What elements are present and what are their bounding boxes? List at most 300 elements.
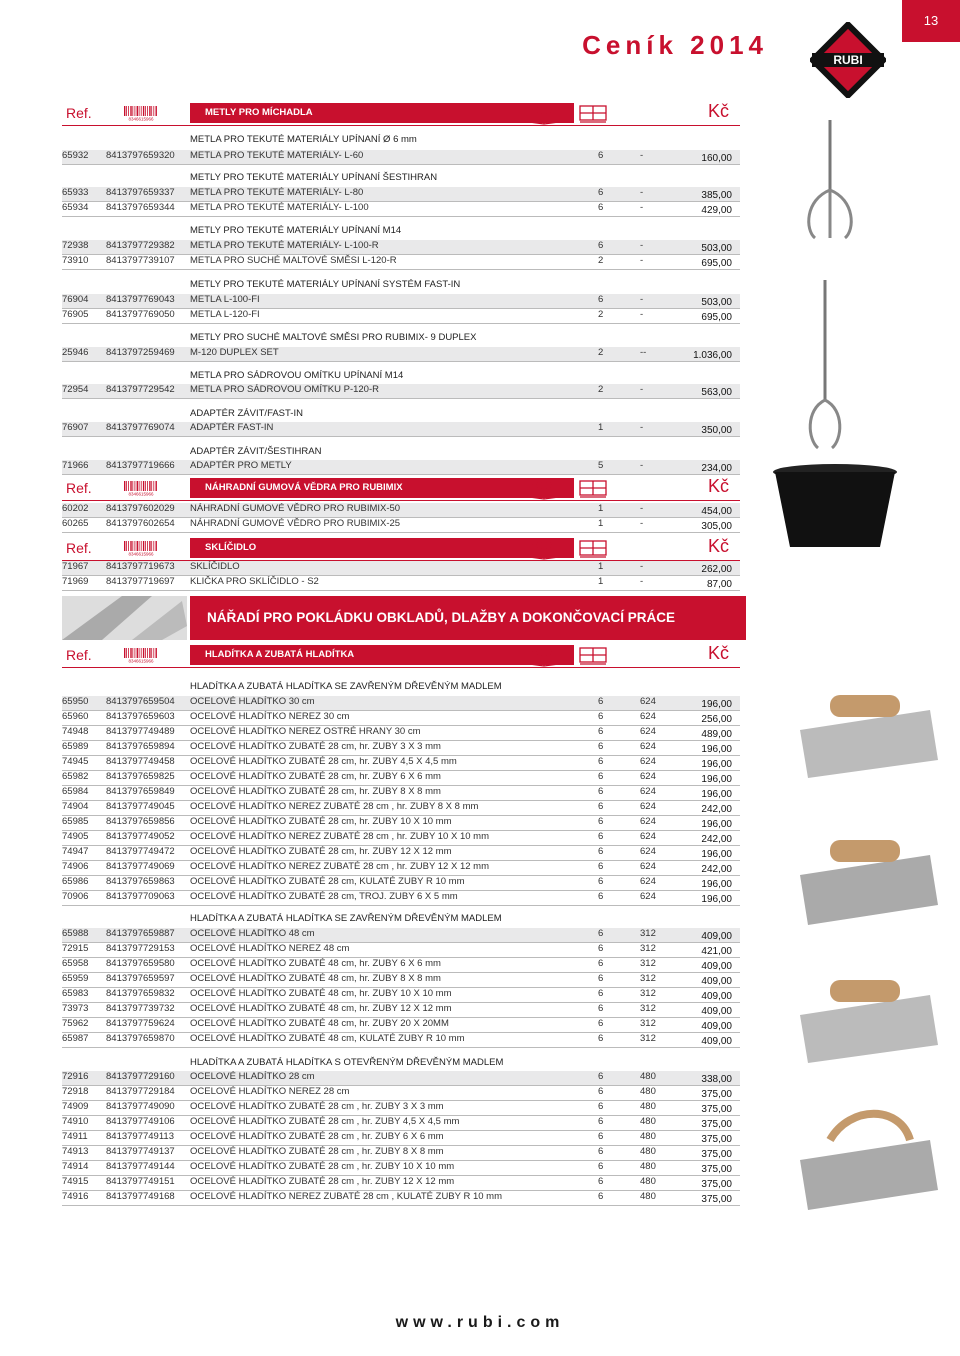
product-name: SKLÍČIDLO — [190, 561, 240, 572]
ref-code: 65989 — [62, 741, 89, 752]
ean-code: 8413797659870 — [106, 1033, 175, 1044]
price: 563,00 — [701, 387, 732, 398]
ref-code: 74948 — [62, 726, 89, 737]
price-row — [62, 696, 740, 711]
ean-code: 8413797769050 — [106, 309, 175, 320]
pallet-qty: 624 — [640, 831, 656, 842]
currency-label: Kč — [708, 101, 730, 121]
svg-text:8346615966: 8346615966 — [128, 116, 154, 121]
price-row — [62, 756, 740, 771]
price: 695,00 — [701, 312, 732, 323]
ean-code: 8413797749106 — [106, 1116, 175, 1127]
pallet-qty: 312 — [640, 928, 656, 939]
price: 262,00 — [701, 564, 732, 575]
ref-code: 74906 — [62, 861, 89, 872]
product-name: NÁHRADNÍ GUMOVÉ VĚDRO PRO RUBIMIX-25 — [190, 518, 401, 529]
ean-code: 8413797729153 — [106, 943, 175, 954]
pack-qty: 6 — [598, 928, 604, 939]
price-row — [62, 1033, 740, 1048]
group-title: METLY PRO TEKUTÉ MATERIÁLY UPÍNANÍ SYSTÉM FAST-IN — [190, 279, 461, 290]
price-row — [62, 741, 740, 756]
ean-code: 8413797769074 — [106, 422, 175, 433]
section-title: HLADÍTKA A ZUBATÁ HLADÍTKA — [190, 645, 574, 665]
ref-code: 74904 — [62, 801, 89, 812]
price: 695,00 — [701, 258, 732, 269]
pack-qty: 6 — [598, 771, 604, 782]
ref-code: 74945 — [62, 756, 89, 767]
price: 375,00 — [701, 1179, 732, 1190]
price-row — [62, 503, 740, 518]
price: 409,00 — [701, 1036, 732, 1047]
pack-qty: 2 — [598, 309, 604, 320]
ean-code: 8413797659504 — [106, 696, 175, 707]
price-row — [62, 1018, 740, 1033]
price: 489,00 — [701, 729, 732, 740]
price-row — [62, 1131, 740, 1146]
ref-code: 65986 — [62, 876, 89, 887]
product-name: OCELOVÉ HLADÍTKO NEREZ ZUBATÉ 28 cm , hr. ZUBY 10 X 10 mm — [190, 831, 489, 842]
price: 338,00 — [701, 1074, 732, 1085]
pallet-qty: 312 — [640, 943, 656, 954]
ean-code: 8413797659856 — [106, 816, 175, 827]
ref-code: 74914 — [62, 1161, 89, 1172]
pallet-qty: - — [640, 518, 644, 529]
product-name: METLA PRO TEKUTÉ MATERIÁLY- L-60 — [190, 150, 364, 161]
product-name: OCELOVÉ HLADÍTKO ZUBATÉ 28 cm , hr. ZUBY 8 X 8 mm — [190, 1146, 444, 1157]
box-icon — [526, 478, 562, 500]
ean-code: 8413797749045 — [106, 801, 175, 812]
mixer-paddle-image — [795, 120, 865, 240]
product-name: M-120 DUPLEX SET — [190, 347, 279, 358]
ref-code: 65958 — [62, 958, 89, 969]
product-name: METLA PRO TEKUTÉ MATERIÁLY- L-100 — [190, 202, 369, 213]
ref-code: 65985 — [62, 816, 89, 827]
product-name: OCELOVÉ HLADÍTKO ZUBATÉ 28 cm, KULATÉ ZUBY R 10 mm — [190, 876, 465, 887]
price: 375,00 — [701, 1089, 732, 1100]
price-row — [62, 187, 740, 202]
price: 375,00 — [701, 1164, 732, 1175]
section-title: METLY PRO MÍCHADLA — [190, 103, 574, 123]
pallet-qty: - — [640, 150, 644, 161]
ref-code: 65933 — [62, 187, 89, 198]
price-row — [62, 846, 740, 861]
product-name: OCELOVÉ HLADÍTKO ZUBATÉ 28 cm, hr. ZUBY 10 X 10 mm — [190, 816, 452, 827]
ref-code: 60265 — [62, 518, 89, 529]
price-row — [62, 255, 740, 270]
pack-qty: 6 — [598, 846, 604, 857]
product-name: OCELOVÉ HLADÍTKO NEREZ ZUBATÉ 28 cm , hr. ZUBY 8 X 8 mm — [190, 801, 479, 812]
product-name: OCELOVÉ HLADÍTKO NEREZ 30 cm — [190, 711, 350, 722]
product-name: OCELOVÉ HLADÍTKO ZUBATÉ 28 cm , hr. ZUBY 10 X 10 mm — [190, 1161, 455, 1172]
section-title: SKLÍČIDLO — [190, 538, 574, 558]
ref-code: 72918 — [62, 1086, 89, 1097]
ean-code: 8413797749052 — [106, 831, 175, 842]
pack-qty: 5 — [598, 460, 604, 471]
product-name: OCELOVÉ HLADÍTKO ZUBATÉ 28 cm, hr. ZUBY 12 X 12 mm — [190, 846, 452, 857]
ref-code: 74909 — [62, 1101, 89, 1112]
ref-code: 72915 — [62, 943, 89, 954]
ean-code: 8413797659603 — [106, 711, 175, 722]
product-name: OCELOVÉ HLADÍTKO NEREZ OSTRÉ HRANY 30 cm — [190, 726, 421, 737]
mixer-paddle-image — [800, 280, 850, 450]
rubi-logo — [810, 22, 886, 98]
product-name: OCELOVÉ HLADÍTKO ZUBATÉ 28 cm , hr. ZUBY 4,5 X 4,5 mm — [190, 1116, 460, 1127]
price-row — [62, 973, 740, 988]
svg-text:RUBI: RUBI — [833, 53, 863, 67]
pack-qty: 6 — [598, 973, 604, 984]
pallet-qty: - — [640, 561, 644, 572]
pallet-qty: 624 — [640, 726, 656, 737]
ref-code: 60202 — [62, 503, 89, 514]
price: 375,00 — [701, 1119, 732, 1130]
pallet-qty: 312 — [640, 973, 656, 984]
ean-code: 8413797749168 — [106, 1191, 175, 1202]
pack-qty: 6 — [598, 1018, 604, 1029]
price-row — [62, 831, 740, 846]
pallet-qty: 480 — [640, 1116, 656, 1127]
group-title: METLY PRO SUCHÉ MALTOVÉ SMĚSI PRO RUBIMIX- 9 DUPLEX — [190, 332, 477, 343]
pack-qty: 6 — [598, 1146, 604, 1157]
pallet-qty: 480 — [640, 1131, 656, 1142]
group-title: METLA PRO TEKUTÉ MATERIÁLY UPÍNANÍ Ø 6 mm — [190, 134, 417, 145]
pack-qty: 1 — [598, 518, 604, 529]
price: 454,00 — [701, 506, 732, 517]
svg-text:8346615966: 8346615966 — [128, 491, 154, 496]
product-name: OCELOVÉ HLADÍTKO 28 cm — [190, 1071, 315, 1082]
ref-code: 74915 — [62, 1176, 89, 1187]
ref-code: 76905 — [62, 309, 89, 320]
price-row — [62, 801, 740, 816]
product-name: OCELOVÉ HLADÍTKO ZUBATÉ 28 cm, hr. ZUBY 8 X 8 mm — [190, 786, 441, 797]
price: 242,00 — [701, 834, 732, 845]
price-row — [62, 786, 740, 801]
pallet-icon — [576, 478, 612, 500]
ean-code: 8413797739107 — [106, 255, 175, 266]
price-row — [62, 518, 740, 533]
ean-code: 8413797659863 — [106, 876, 175, 887]
pack-qty: 6 — [598, 294, 604, 305]
pack-qty: 6 — [598, 756, 604, 767]
product-name: OCELOVÉ HLADÍTKO ZUBATÉ 28 cm , hr. ZUBY 3 X 3 mm — [190, 1101, 444, 1112]
ean-code: 8413797729382 — [106, 240, 175, 251]
ean-code: 8413797719666 — [106, 460, 175, 471]
product-name: OCELOVÉ HLADÍTKO ZUBATÉ 48 cm, KULATÉ ZUBY R 10 mm — [190, 1033, 465, 1044]
price: 409,00 — [701, 931, 732, 942]
ref-code: 65987 — [62, 1033, 89, 1044]
ref-code: 74910 — [62, 1116, 89, 1127]
ean-code: 8413797749069 — [106, 861, 175, 872]
pallet-qty: -- — [640, 347, 647, 358]
box-icon — [526, 645, 562, 667]
pallet-qty: 624 — [640, 771, 656, 782]
product-name: OCELOVÉ HLADÍTKO ZUBATÉ 48 cm, hr. ZUBY 20 X 20MM — [190, 1018, 449, 1029]
price: 256,00 — [701, 714, 732, 725]
price-row — [62, 1071, 740, 1086]
pack-qty: 6 — [598, 988, 604, 999]
group-title: ADAPTÉR ZÁVIT/ŠESTIHRAN — [190, 446, 322, 457]
price: 234,00 — [701, 463, 732, 474]
pallet-qty: 624 — [640, 816, 656, 827]
ean-code: 8413797729542 — [106, 384, 175, 395]
pack-qty: 6 — [598, 1176, 604, 1187]
pallet-qty: - — [640, 240, 644, 251]
ref-code: 71969 — [62, 576, 89, 587]
group-title: METLY PRO TEKUTÉ MATERIÁLY UPÍNANÍ M14 — [190, 225, 402, 236]
ref-code: 65934 — [62, 202, 89, 213]
product-name: KLIČKA PRO SKLÍČIDLO - S2 — [190, 576, 319, 587]
price: 375,00 — [701, 1104, 732, 1115]
pallet-qty: 624 — [640, 861, 656, 872]
price-row — [62, 1086, 740, 1101]
ean-code: 8413797659887 — [106, 928, 175, 939]
trowel-image — [790, 690, 940, 780]
pallet-qty: - — [640, 460, 644, 471]
page-title: Ceník 2014 — [582, 30, 768, 60]
pack-qty: 6 — [598, 741, 604, 752]
pack-qty: 6 — [598, 1003, 604, 1014]
price-row — [62, 928, 740, 943]
pallet-qty: 624 — [640, 711, 656, 722]
product-name: METLA PRO TEKUTÉ MATERIÁLY- L-100-R — [190, 240, 379, 251]
product-name: METLA PRO TEKUTÉ MATERIÁLY- L-80 — [190, 187, 364, 198]
pack-qty: 6 — [598, 1071, 604, 1082]
ean-code: 8413797729184 — [106, 1086, 175, 1097]
pack-qty: 6 — [598, 1086, 604, 1097]
price: 350,00 — [701, 425, 732, 436]
pallet-qty: - — [640, 422, 644, 433]
section-title: NÁHRADNÍ GUMOVÁ VĚDRA PRO RUBIMIX — [190, 478, 574, 498]
ref-code: 74905 — [62, 831, 89, 842]
ean-code: 8413797729160 — [106, 1071, 175, 1082]
pallet-qty: 624 — [640, 876, 656, 887]
price: 196,00 — [701, 744, 732, 755]
trowel-image — [790, 830, 940, 930]
ean-code: 8413797719673 — [106, 561, 175, 572]
pallet-qty: 624 — [640, 846, 656, 857]
pallet-qty: 624 — [640, 801, 656, 812]
product-name: ADAPTÉR PRO METLY — [190, 460, 292, 471]
pallet-qty: 624 — [640, 741, 656, 752]
ean-code: 8413797749151 — [106, 1176, 175, 1187]
box-icon — [526, 103, 562, 125]
ref-code: 74913 — [62, 1146, 89, 1157]
ref-code: 65959 — [62, 973, 89, 984]
price: 385,00 — [701, 190, 732, 201]
section-header — [62, 103, 740, 126]
price-row — [62, 943, 740, 958]
pack-qty: 6 — [598, 1191, 604, 1202]
pack-qty: 6 — [598, 696, 604, 707]
svg-text:8346615966: 8346615966 — [128, 551, 154, 556]
product-name: ADAPTÉR FAST-IN — [190, 422, 274, 433]
price-row — [62, 460, 740, 475]
price: 196,00 — [701, 879, 732, 890]
price-row — [62, 1146, 740, 1161]
pack-qty: 6 — [598, 150, 604, 161]
pack-qty: 6 — [598, 786, 604, 797]
price: 196,00 — [701, 789, 732, 800]
pack-qty: 6 — [598, 943, 604, 954]
price: 409,00 — [701, 991, 732, 1002]
pallet-qty: 624 — [640, 786, 656, 797]
price: 305,00 — [701, 521, 732, 532]
pack-qty: 6 — [598, 240, 604, 251]
pallet-qty: - — [640, 294, 644, 305]
price-row — [62, 240, 740, 255]
pallet-qty: 480 — [640, 1071, 656, 1082]
pack-qty: 6 — [598, 1101, 604, 1112]
price-row — [62, 891, 740, 906]
price: 196,00 — [701, 774, 732, 785]
price-row — [62, 988, 740, 1003]
pack-qty: 2 — [598, 384, 604, 395]
barcode-icon — [122, 647, 160, 663]
pack-qty: 1 — [598, 503, 604, 514]
currency-label: Kč — [708, 476, 730, 496]
ean-code: 8413797659344 — [106, 202, 175, 213]
price: 1.036,00 — [693, 350, 732, 361]
box-icon — [526, 538, 562, 560]
svg-text:8346615966: 8346615966 — [128, 658, 154, 663]
pack-qty: 6 — [598, 831, 604, 842]
pack-qty: 6 — [598, 801, 604, 812]
ref-code: 76904 — [62, 294, 89, 305]
currency-label: Kč — [708, 643, 730, 663]
pack-qty: 1 — [598, 576, 604, 587]
pack-qty: 6 — [598, 711, 604, 722]
pallet-qty: 312 — [640, 958, 656, 969]
ref-code: 70906 — [62, 891, 89, 902]
price-row — [62, 561, 740, 576]
price: 196,00 — [701, 894, 732, 905]
product-name: OCELOVÉ HLADÍTKO ZUBATÉ 28 cm, hr. ZUBY 4,5 X 4,5 mm — [190, 756, 457, 767]
pallet-qty: 624 — [640, 891, 656, 902]
pallet-qty: 624 — [640, 756, 656, 767]
price-row — [62, 384, 740, 399]
pack-qty: 1 — [598, 561, 604, 572]
product-name: METLA L-120-FI — [190, 309, 260, 320]
pack-qty: 6 — [598, 958, 604, 969]
price: 375,00 — [701, 1194, 732, 1205]
ref-code: 71967 — [62, 561, 89, 572]
price-row — [62, 816, 740, 831]
product-name: OCELOVÉ HLADÍTKO NEREZ 48 cm — [190, 943, 350, 954]
pallet-qty: 312 — [640, 988, 656, 999]
bucket-image — [770, 462, 900, 552]
pallet-qty: - — [640, 309, 644, 320]
price: 503,00 — [701, 297, 732, 308]
ref-code: 73973 — [62, 1003, 89, 1014]
page-number: 13 — [902, 0, 960, 42]
ean-code: 8413797749489 — [106, 726, 175, 737]
ref-code: 65983 — [62, 988, 89, 999]
price: 409,00 — [701, 976, 732, 987]
price-row — [62, 711, 740, 726]
barcode-icon — [122, 540, 160, 556]
price-row — [62, 1003, 740, 1018]
pack-qty: 1 — [598, 422, 604, 433]
tiles-image — [62, 596, 187, 640]
ean-code: 8413797659320 — [106, 150, 175, 161]
ref-label: Ref. — [66, 480, 92, 496]
pallet-qty: 480 — [640, 1086, 656, 1097]
price: 196,00 — [701, 759, 732, 770]
price: 375,00 — [701, 1149, 732, 1160]
pallet-qty: 624 — [640, 696, 656, 707]
section-banner: NÁŘADÍ PRO POKLÁDKU OBKLADŮ, DLAŽBY A DOKONČOVACÍ PRÁCE — [190, 596, 746, 640]
ean-code: 8413797659894 — [106, 741, 175, 752]
trowel-image — [790, 975, 940, 1065]
ref-code: 73910 — [62, 255, 89, 266]
price: 242,00 — [701, 864, 732, 875]
pack-qty: 6 — [598, 876, 604, 887]
price: 503,00 — [701, 243, 732, 254]
ean-code: 8413797749113 — [106, 1131, 174, 1142]
ref-code: 75962 — [62, 1018, 89, 1029]
group-title: ADAPTÉR ZÁVIT/FAST-IN — [190, 408, 303, 419]
ean-code: 8413797749472 — [106, 846, 175, 857]
price-row — [62, 1101, 740, 1116]
price-row — [62, 422, 740, 437]
ref-code: 65982 — [62, 771, 89, 782]
price: 160,00 — [701, 153, 732, 164]
ean-code: 8413797749458 — [106, 756, 175, 767]
product-name: METLA PRO SÁDROVOU OMÍTKU P-120-R — [190, 384, 379, 395]
ref-label: Ref. — [66, 105, 92, 121]
pallet-qty: 480 — [640, 1191, 656, 1202]
price: 409,00 — [701, 1006, 732, 1017]
price: 409,00 — [701, 961, 732, 972]
pallet-qty: 312 — [640, 1018, 656, 1029]
group-title: METLY PRO TEKUTÉ MATERIÁLY UPÍNANÍ ŠESTIHRAN — [190, 172, 438, 183]
pack-qty: 6 — [598, 187, 604, 198]
pallet-icon — [576, 538, 612, 560]
price: 409,00 — [701, 1021, 732, 1032]
pack-qty: 6 — [598, 726, 604, 737]
ref-code: 74947 — [62, 846, 89, 857]
ref-code: 72954 — [62, 384, 89, 395]
ean-code: 8413797659337 — [106, 187, 175, 198]
product-name: METLA PRO SUCHÉ MALTOVÉ SMĚSI L-120-R — [190, 255, 397, 266]
currency-label: Kč — [708, 536, 730, 556]
section-header — [62, 478, 740, 501]
pack-qty: 6 — [598, 202, 604, 213]
ean-code: 8413797602029 — [106, 503, 175, 514]
price: 87,00 — [706, 579, 732, 590]
pack-qty: 6 — [598, 1116, 604, 1127]
pack-qty: 2 — [598, 255, 604, 266]
product-name: OCELOVÉ HLADÍTKO ZUBATÉ 28 cm, hr. ZUBY 6 X 6 mm — [190, 771, 441, 782]
section-header — [62, 645, 740, 668]
ref-label: Ref. — [66, 647, 92, 663]
pallet-qty: 480 — [640, 1176, 656, 1187]
pallet-icon — [576, 645, 612, 667]
price: 375,00 — [701, 1134, 732, 1145]
ref-code: 65950 — [62, 696, 89, 707]
price-row — [62, 150, 740, 165]
pallet-qty: 480 — [640, 1146, 656, 1157]
ean-code: 8413797759624 — [106, 1018, 175, 1029]
product-name: OCELOVÉ HLADÍTKO 48 cm — [190, 928, 315, 939]
ean-code: 8413797769043 — [106, 294, 175, 305]
ean-code: 8413797259469 — [106, 347, 175, 358]
ref-code: 65984 — [62, 786, 89, 797]
ean-code: 8413797719697 — [106, 576, 175, 587]
product-name: OCELOVÉ HLADÍTKO ZUBATÉ 48 cm, hr. ZUBY 10 X 10 mm — [190, 988, 452, 999]
ean-code: 8413797709063 — [106, 891, 175, 902]
price-row — [62, 576, 740, 591]
price: 196,00 — [701, 819, 732, 830]
